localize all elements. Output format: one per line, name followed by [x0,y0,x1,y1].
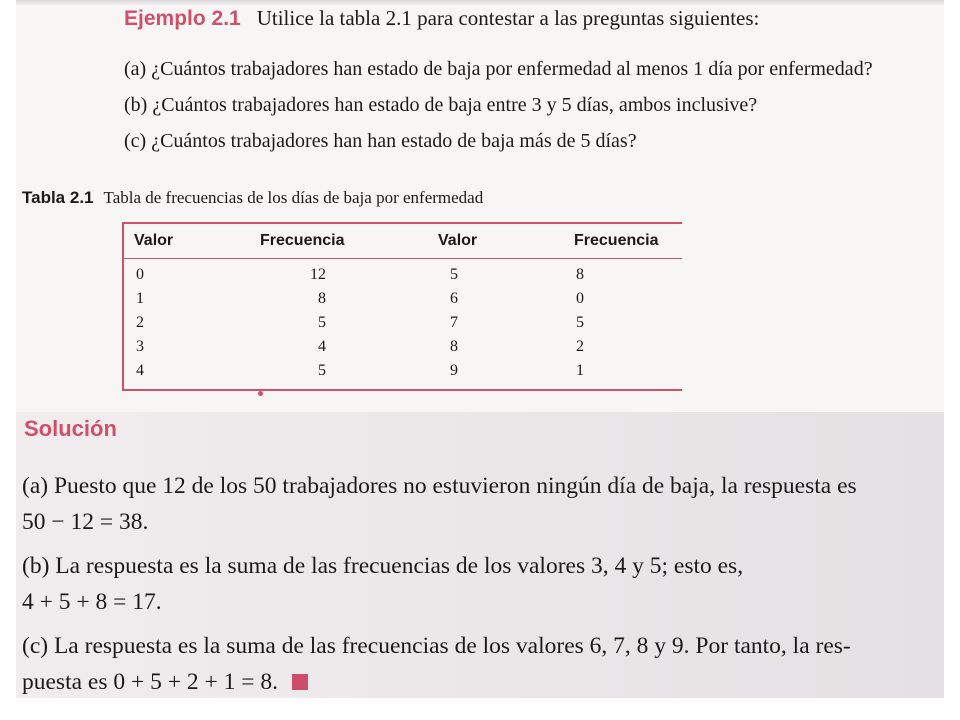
header-valor-1: Valor [134,232,174,249]
table-cell: 5 [318,362,326,379]
table-row [122,335,682,359]
table-caption-text: Tabla de frecuencias de los días de baja por enfermedad [103,188,484,207]
example-section [16,0,944,412]
table-cell: 9 [450,362,458,379]
table-cell: 8 [576,266,584,283]
table-body [122,259,682,389]
table-cell: 8 [318,290,326,307]
answer-a-line-1: (a) Puesto que 12 de los 50 trabajadores no estuvieron ningún día de baja, la respuesta es [22,473,857,499]
table-cell: 5 [576,314,584,331]
ink-dot-mark [258,391,263,396]
header-valor-2: Valor [438,232,478,249]
table-cell: 5 [450,266,458,283]
table-label: Tabla 2.1 [22,188,94,207]
answer-c [22,628,938,698]
table-cell: 4 [136,362,144,379]
answer-a-line-2: 50 − 12 = 38. [22,509,149,535]
table-cell: 2 [576,338,584,355]
table-cell: 1 [136,290,144,307]
question-c: (c) ¿Cuántos trabajadores han han estado de baja más de 5 días? [124,130,637,152]
table-header-row [122,224,682,259]
answer-b [22,548,938,620]
end-of-solution-square-icon [292,674,308,690]
question-b: (b) ¿Cuántos trabajadores han estado de baja entre 3 y 5 días, ambos inclusive? [124,94,758,116]
solution-section [16,412,944,698]
answer-b-line-2: 4 + 5 + 8 = 17. [22,589,162,615]
example-label: Ejemplo 2.1 [124,7,241,30]
table-cell: 1 [576,362,584,379]
header-frecuencia-2: Frecuencia [574,232,659,249]
answer-b-line-1: (b) La respuesta es la suma de las frecuencias de los valores 3, 4 y 5; esto es, [22,553,744,579]
table-cell: 0 [136,266,144,283]
table-cell: 6 [450,290,458,307]
table-row [122,263,682,287]
table-cell: 4 [318,338,326,355]
table-cell: 8 [450,338,458,355]
table-cell: 7 [450,314,458,331]
table-row [122,359,682,383]
answer-a [22,468,938,540]
table-cell: 5 [318,314,326,331]
table-caption [22,188,483,208]
frequency-table [122,222,682,391]
table-cell: 2 [136,314,144,331]
answer-c-line-2-text: puesta es 0 + 5 + 2 + 1 = 8. [22,669,278,695]
table-cell: 12 [310,266,326,283]
header-frecuencia-1: Frecuencia [260,232,345,249]
table-row [122,287,682,311]
table-row [122,311,682,335]
question-a: (a) ¿Cuántos trabajadores han estado de baja por enfermedad al menos 1 día por enfermedad? [124,58,873,80]
answer-c-line-1: (c) La respuesta es la suma de las frecuencias de los valores 6, 7, 8 y 9. Por tanto, la res- [22,633,851,659]
example-instruction: Utilice la tabla 2.1 para contestar a las preguntas siguientes: [256,6,760,30]
table-cell: 3 [136,338,144,355]
solution-title: Solución [24,416,117,441]
example-heading [124,6,759,31]
answer-c-line-2 [22,664,938,698]
table-cell: 0 [576,290,584,307]
